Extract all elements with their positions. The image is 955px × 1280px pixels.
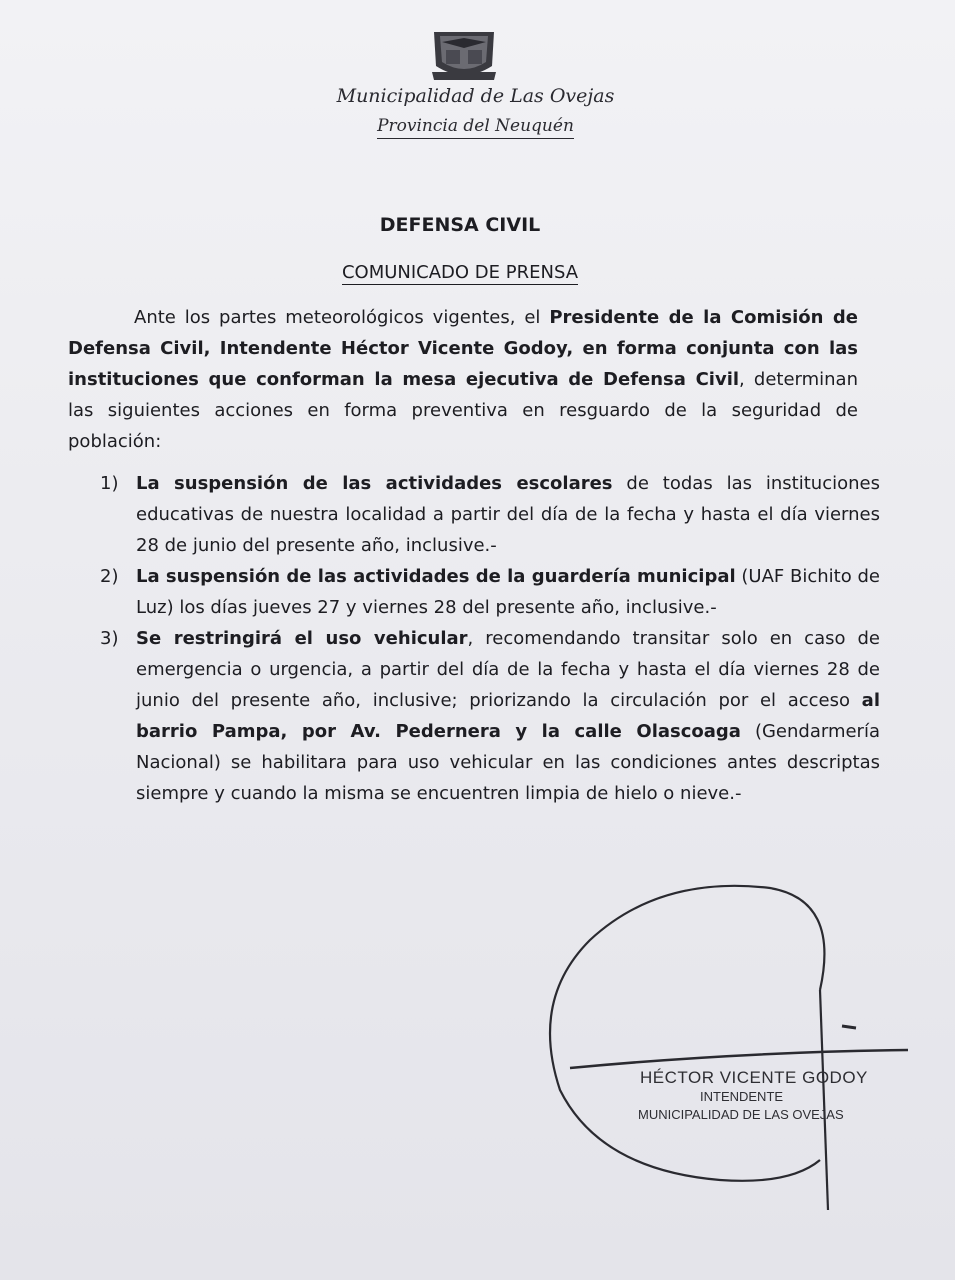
list-item: 2) La suspensión de las actividades de la guardería municipal (UAF Bichito de Luz) los días jueves 27 y viernes 28 del presente año, inclusive.- bbox=[100, 566, 880, 618]
signatory-organization: MUNICIPALIDAD DE LAS OVEJAS bbox=[638, 1107, 844, 1122]
letterhead-province: Provincia del Neuquén bbox=[0, 116, 955, 136]
document-subtitle: COMUNICADO DE PRENSA bbox=[341, 262, 579, 283]
handwritten-signature bbox=[540, 880, 920, 1220]
intro-paragraph: Ante los partes meteorológicos vigentes, el Presidente de la Comisión de Defensa Civil, Intendente Héctor Vicente Godoy, en forma conjunta con las instituciones que conforman la mesa ejecutiva de Defensa Civil, determinan las siguientes acciones en forma preventiva en resguardo de la seguridad de población: bbox=[68, 307, 858, 452]
signatory-name: HÉCTOR VICENTE GODOY bbox=[640, 1068, 868, 1087]
list-item: 1) La suspensión de las actividades escolares de todas las instituciones educativas de nuestra localidad a partir del día de la fecha y hasta el día viernes 28 de junio del presente año, inclusive.- bbox=[100, 473, 880, 556]
document-title: DEFENSA CIVIL bbox=[379, 214, 541, 236]
signatory-role: INTENDENTE bbox=[700, 1089, 784, 1104]
list-item: 3) Se restringirá el uso vehicular, recomendando transitar solo en caso de emergencia o urgencia, a partir del día de la fecha y hasta el día viernes 28 de junio del presente año, inclusive; priorizando la circulación por el acceso al barrio Pampa, por Av. Pedernera y la calle Olascoaga (Gendarmería Nacional) se habilitara para uso vehicular en las condiciones antes descriptas siempre y cuando la misma se encuentren limpia de hielo o nieve.- bbox=[100, 628, 880, 804]
letterhead-municipality: Municipalidad de Las Ovejas bbox=[336, 85, 615, 107]
municipal-seal-icon bbox=[428, 26, 500, 84]
actions-list bbox=[100, 468, 880, 809]
